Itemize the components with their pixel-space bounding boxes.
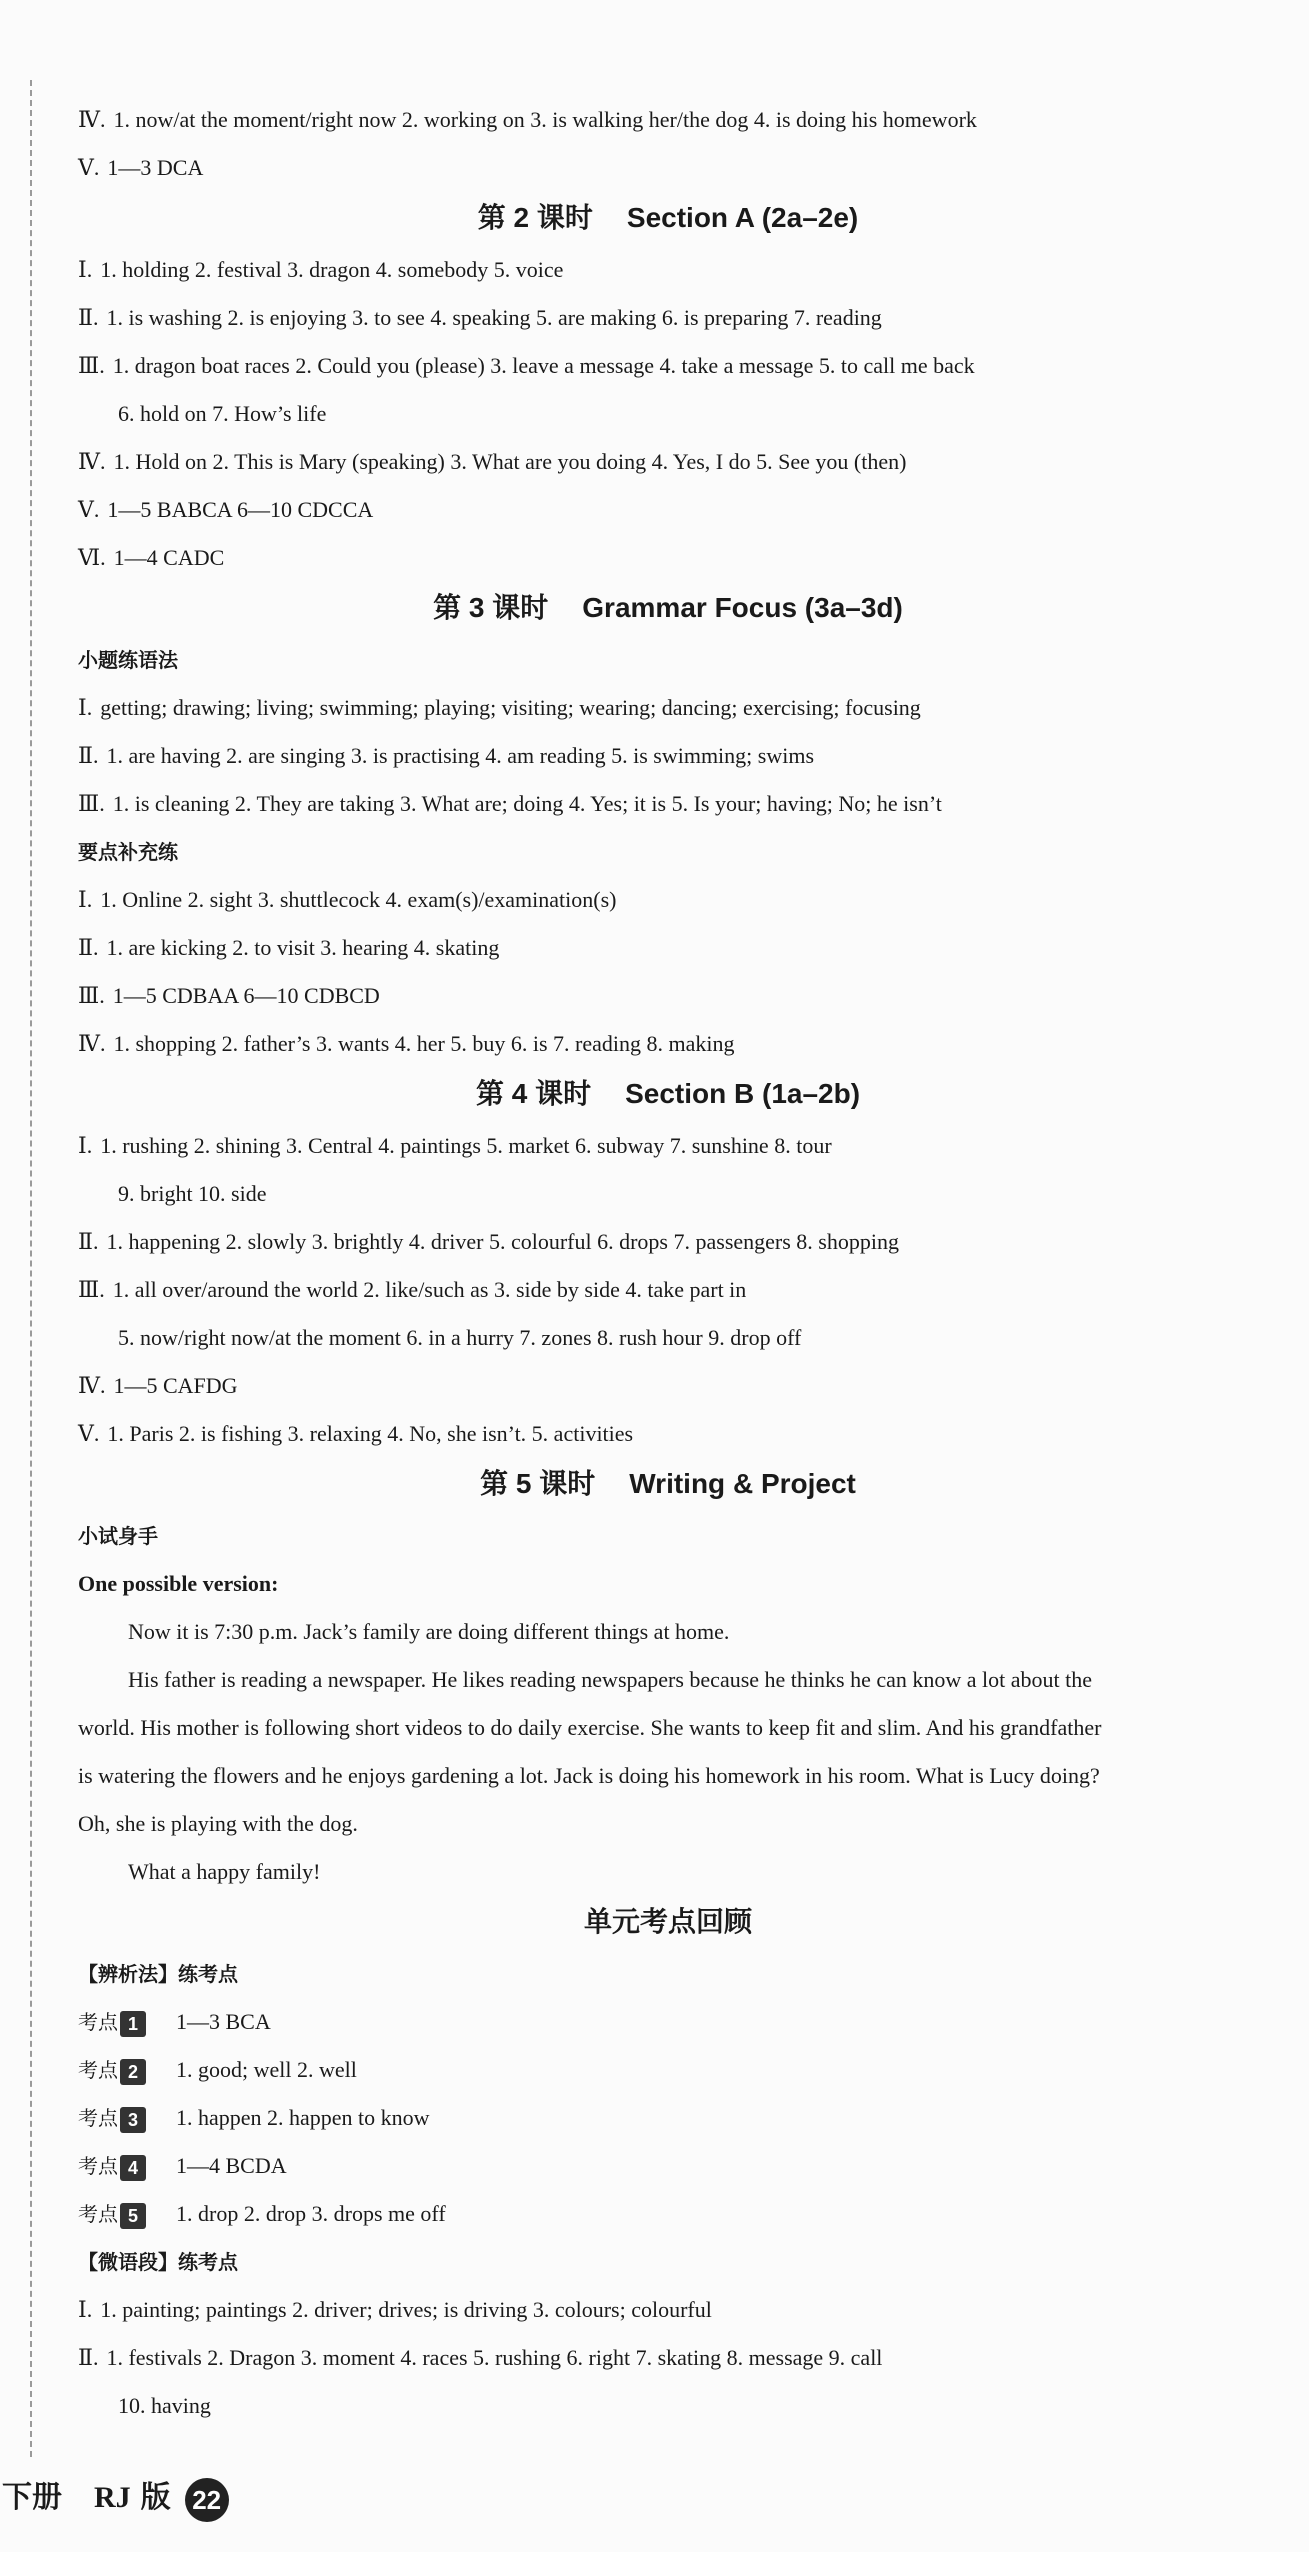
answer-line (78, 1020, 1258, 1068)
lesson-2-heading (78, 192, 1258, 244)
answer-text: 1. all over/around the world 2. like/such as 3. side by side 4. take part in (112, 1277, 747, 1302)
answer-text: 1—3 BCA (176, 2009, 271, 2034)
answer-text: 1—3 DCA (107, 155, 204, 180)
answer-text: 1—5 CAFDG (113, 1373, 238, 1398)
answer-text: 1. dragon boat races 2. Could you (please) 3. leave a message 4. take a message 5. to call me back (112, 353, 975, 378)
answer-line (78, 780, 1258, 828)
key-point-line (78, 2094, 1258, 2142)
roman-label: Ⅰ. (78, 1133, 93, 1158)
roman-label: Ⅴ. (78, 1421, 100, 1446)
answer-line (78, 2334, 1258, 2382)
answer-line (78, 96, 1258, 144)
answer-text: 1. now/at the moment/right now 2. working on 3. is walking her/the dog 4. is doing his homework (113, 107, 977, 132)
answer-text: 1. Online 2. sight 3. shuttlecock 4. exam(s)/examination(s) (100, 887, 617, 912)
key-point-label: 考点 (78, 2010, 118, 2034)
essay-paragraph: His father is reading a newspaper. He likes reading newspapers because he thinks he can know a lot about the (128, 1667, 1093, 1692)
lesson-number: 第 5 课时 (480, 1468, 596, 1499)
roman-label: Ⅰ. (78, 257, 93, 282)
essay-paragraph: world. His mother is following short videos to do daily exercise. She wants to keep fit and slim. And his grandfather (78, 1715, 1102, 1740)
roman-label: Ⅴ. (78, 497, 100, 522)
answer-line (78, 1218, 1258, 1266)
roman-label: Ⅰ. (78, 2297, 93, 2322)
essay-paragraph: is watering the flowers and he enjoys gardening a lot. Jack is doing his homework in his room. What is Lucy doing? (78, 1763, 1100, 1788)
answer-text: 1. happen 2. happen to know (176, 2105, 430, 2130)
essay-paragraph: Now it is 7:30 p.m. Jack’s family are doing different things at home. (128, 1619, 730, 1644)
subsection-heading: 小试身手 (78, 1524, 158, 1548)
lesson-5-heading (78, 1458, 1258, 1510)
key-point-number-badge: 2 (120, 2059, 146, 2085)
answer-line (78, 1410, 1258, 1458)
key-point-number-badge: 3 (120, 2107, 146, 2133)
answer-line (78, 684, 1258, 732)
answer-text: 5. now/right now/at the moment 6. in a hurry 7. zones 8. rush hour 9. drop off (118, 1325, 802, 1350)
roman-label: Ⅳ. (78, 1373, 106, 1398)
binding-dashed-line (30, 80, 32, 2457)
lesson-title: Section B (1a–2b) (625, 1078, 861, 1109)
answer-line (78, 972, 1258, 1020)
key-point-line (78, 1998, 1258, 2046)
key-point-label: 考点 (78, 2106, 118, 2130)
roman-label: Ⅲ. (78, 1277, 105, 1302)
answer-text: 1—5 BABCA 6—10 CDCCA (107, 497, 374, 522)
answer-text: 1—5 CDBAA 6—10 CDBCD (112, 983, 380, 1008)
answer-line (78, 1362, 1258, 1410)
roman-label: Ⅲ. (78, 983, 105, 1008)
key-point-line (78, 2190, 1258, 2238)
roman-label: Ⅰ. (78, 887, 93, 912)
key-point-number-badge: 4 (120, 2155, 146, 2181)
key-point-label: 考点 (78, 2202, 118, 2226)
answer-line (78, 486, 1258, 534)
answer-line (78, 294, 1258, 342)
key-point-line (78, 2142, 1258, 2190)
roman-label: Ⅳ. (78, 1031, 106, 1056)
edition-label: RJ (94, 2481, 131, 2514)
answer-line (78, 1266, 1258, 1314)
answer-text: 1. are kicking 2. to visit 3. hearing 4. skating (106, 935, 500, 960)
answer-text: 1. Paris 2. is fishing 3. relaxing 4. No, she isn’t. 5. activities (107, 1421, 634, 1446)
answer-text: 1. painting; paintings 2. driver; drives; is driving 3. colours; colourful (100, 2297, 712, 2322)
subsection-heading: 小题练语法 (78, 648, 178, 672)
answer-line (78, 144, 1258, 192)
page-footer (0, 2470, 400, 2526)
lesson-title: Grammar Focus (3a–3d) (582, 592, 903, 623)
edition-suffix: 版 (140, 2481, 171, 2514)
key-point-number-badge: 5 (120, 2203, 146, 2229)
answer-line (78, 2382, 1258, 2430)
lesson-number: 第 3 课时 (433, 592, 549, 623)
answer-line (78, 1170, 1258, 1218)
answer-text: 1. good; well 2. well (176, 2057, 357, 2082)
subsection-heading: 【辨析法】练考点 (78, 1962, 238, 1986)
answer-text: 1—4 CADC (113, 545, 225, 570)
answer-line (78, 2286, 1258, 2334)
answer-line (78, 246, 1258, 294)
roman-label: Ⅱ. (78, 2345, 99, 2370)
lesson-title: Writing & Project (629, 1468, 856, 1499)
answer-line (78, 534, 1258, 582)
subsection-heading: 要点补充练 (78, 840, 178, 864)
answer-text: 1. rushing 2. shining 3. Central 4. paintings 5. market 6. subway 7. sunshine 8. tour (100, 1133, 832, 1158)
answer-text: 1. is cleaning 2. They are taking 3. What are; doing 4. Yes; it is 5. Is your; having; No; he isn’t (112, 791, 942, 816)
roman-label: Ⅲ. (78, 353, 105, 378)
roman-label: Ⅴ. (78, 155, 100, 180)
answer-text: 6. hold on 7. How’s life (118, 401, 327, 426)
answer-text: 1. festivals 2. Dragon 3. moment 4. races 5. rushing 6. right 7. skating 8. message 9. call (106, 2345, 883, 2370)
volume-label: 下册 (2, 2481, 62, 2514)
answer-line (78, 342, 1258, 390)
answer-text: 1. Hold on 2. This is Mary (speaking) 3. What are you doing 4. Yes, I do 5. See you (then) (113, 449, 907, 474)
page-number: 22 (185, 2478, 229, 2522)
lesson-title: Section A (2a–2e) (626, 202, 859, 233)
lesson-3-heading (78, 582, 1258, 634)
answer-text: 1. drop 2. drop 3. drops me off (176, 2201, 446, 2226)
key-point-label: 考点 (78, 2058, 118, 2082)
review-heading (78, 1896, 1258, 1948)
lesson-number: 第 2 课时 (477, 202, 593, 233)
answer-line (78, 732, 1258, 780)
roman-label: Ⅱ. (78, 1229, 99, 1254)
answer-text: 1. shopping 2. father’s 3. wants 4. her 5. buy 6. is 7. reading 8. making (113, 1031, 735, 1056)
review-title: 单元考点回顾 (583, 1906, 752, 1937)
answer-line (78, 876, 1258, 924)
lesson-number: 第 4 课时 (475, 1078, 592, 1109)
answer-text: 1—4 BCDA (176, 2153, 287, 2178)
key-point-line (78, 2046, 1258, 2094)
essay-paragraph: Oh, she is playing with the dog. (78, 1811, 358, 1836)
answer-line (78, 390, 1258, 438)
roman-label: Ⅱ. (78, 935, 99, 960)
roman-label: Ⅱ. (78, 305, 99, 330)
version-label: One possible version: (78, 1571, 279, 1596)
roman-label: Ⅰ. (78, 695, 93, 720)
answer-text: 1. are having 2. are singing 3. is practising 4. am reading 5. is swimming; swims (106, 743, 815, 768)
answer-line (78, 1122, 1258, 1170)
answer-text: 9. bright 10. side (118, 1181, 267, 1206)
lesson-4-heading (78, 1068, 1258, 1120)
answer-text: 1. happening 2. slowly 3. brightly 4. driver 5. colourful 6. drops 7. passengers 8. shopping (106, 1229, 899, 1254)
roman-label: Ⅱ. (78, 743, 99, 768)
roman-label: Ⅲ. (78, 791, 105, 816)
subsection-heading: 【微语段】练考点 (78, 2250, 238, 2274)
key-point-label: 考点 (78, 2154, 118, 2178)
essay-paragraph: What a happy family! (128, 1859, 321, 1884)
answer-content (78, 96, 1258, 2430)
answer-text: 1. is washing 2. is enjoying 3. to see 4. speaking 5. are making 6. is preparing 7. reading (106, 305, 882, 330)
answer-line (78, 1314, 1258, 1362)
roman-label: Ⅵ. (78, 545, 106, 570)
answer-text: 10. having (118, 2393, 211, 2418)
answer-line (78, 924, 1258, 972)
answer-text: 1. holding 2. festival 3. dragon 4. somebody 5. voice (100, 257, 564, 282)
key-point-number-badge: 1 (120, 2011, 146, 2037)
roman-label: Ⅳ. (78, 107, 106, 132)
answer-line (78, 438, 1258, 486)
roman-label: Ⅳ. (78, 449, 106, 474)
answer-text: getting; drawing; living; swimming; playing; visiting; wearing; dancing; exercising; focusing (100, 695, 921, 720)
